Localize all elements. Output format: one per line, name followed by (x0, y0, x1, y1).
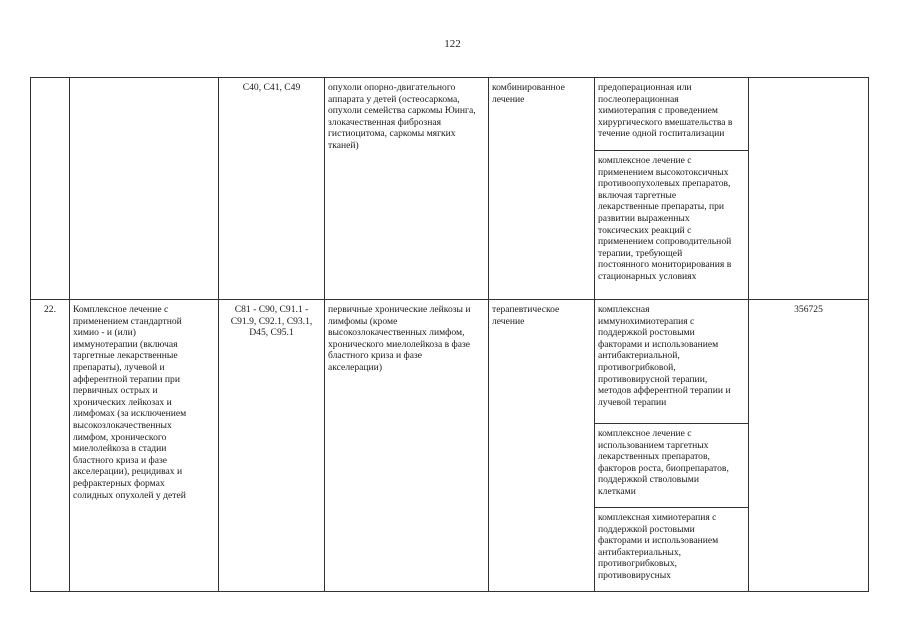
row-number-cell (31, 300, 70, 592)
treatment-type: комбинированное лечение (492, 82, 565, 105)
services-table (30, 77, 869, 592)
row-number: 22. (44, 304, 56, 315)
table-row (31, 78, 869, 151)
treatment-name-cell (70, 300, 219, 592)
treatment-name-cell (70, 78, 219, 300)
patient-model: опухоли опорно-двигательного аппарата у детей (остеосаркома, опухоли семейства саркомы Юинга, злокачественная фиброзная гистиоцитома, саркомы мягких тканей) (328, 82, 476, 151)
icd-codes-cell (219, 78, 325, 300)
row-number-cell (31, 78, 70, 300)
price-cell (749, 78, 869, 300)
treatment-method-cell (595, 424, 749, 508)
patient-model-cell (325, 300, 489, 592)
treatment-method-cell (595, 78, 749, 151)
price-cell (749, 300, 869, 592)
patient-model: первичные хронические лейкозы и лимфомы (кроме высокозлокачественных лимфом, хронического миелолейкоза в фазе бластного криза и фазе акселерации) (328, 304, 471, 373)
treatment-method-cell (595, 151, 749, 300)
patient-model-cell (325, 78, 489, 300)
treatment-method: предоперационная или послеоперационная химиотерапия с проведением хирургического вмешательства в течение одной госпитализации (598, 82, 733, 140)
icd-codes: C40, C41, C49 (242, 82, 301, 93)
table-row (31, 300, 869, 424)
page-number: 122 (444, 38, 461, 50)
price: 356725 (794, 304, 823, 315)
treatment-method-cell (595, 508, 749, 592)
treatment-method-cell (595, 300, 749, 424)
icd-codes: C81 - C90, C91.1 - C91.9, C92.1, C93.1, D45, C95.1 (230, 304, 313, 339)
icd-codes-cell (219, 300, 325, 592)
treatment-method: комплексное лечение с применением высокотоксичных противоопухолевых препаратов, включая таргетные лекарственные препараты, при развитии выраженных токсических реакций с применением сопроводительной терапии, требующей постоянного мониторирования в стационарных условиях (598, 155, 732, 282)
treatment-method: комплексное лечение с использованием таргетных лекарственных препаратов, факторов роста, биопрепаратов, поддержкой стволовыми клетками (598, 428, 729, 497)
treatment-type-cell (489, 300, 595, 592)
treatment-type-cell (489, 78, 595, 300)
treatment-name: Комплексное лечение с применением стандартной химио - и (или) иммунотерапии (включая таргетные лекарственные препараты), лучевой и афферентной терапии при первичных острых и хронических лейкозах и лимфомах (за исключением высокозлокачественных лимфом, хронического миелолейкоза в стадии бластного криза и фазе акселерации), рецидивах и рефрактерных формах солидных опухолей у детей (73, 304, 187, 501)
treatment-method: комплексная иммунохимиотерапия с поддержкой ростовыми факторами и использованием антибактериальной, противогрибковой, противовирусной терапии, методов афферентной терапии и лучевой терапии (598, 304, 731, 408)
treatment-type: терапевтическое лечение (492, 304, 560, 327)
treatment-method: комплексная химиотерапия с поддержкой ростовыми факторами и использованием антибактериальных, противогрибковых, противовирусных (598, 512, 719, 581)
